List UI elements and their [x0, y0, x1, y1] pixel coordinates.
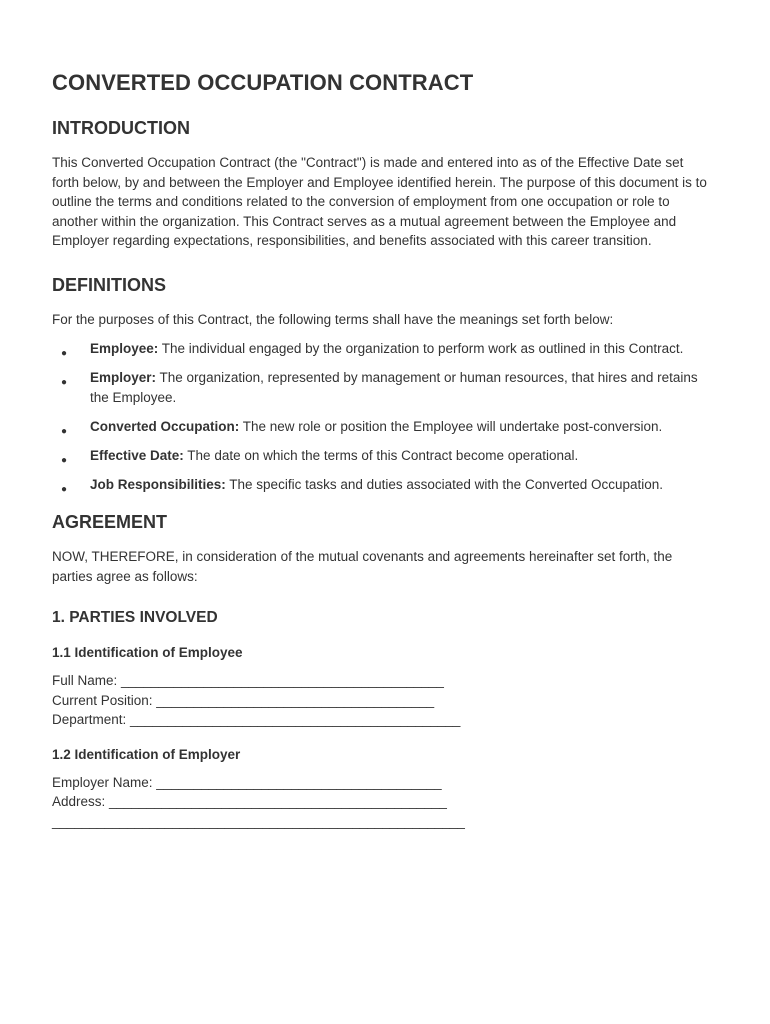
definition-text: The new role or position the Employee will undertake post-conversion. — [239, 418, 663, 434]
address-field[interactable]: Address: _____________________________________________ — [52, 794, 447, 809]
definition-text: The date on which the terms of this Contract become operational. — [183, 447, 579, 463]
definition-term: Job Responsibilities: — [90, 476, 226, 492]
bullet-icon: ● — [61, 483, 68, 495]
document-title: CONVERTED OCCUPATION CONTRACT — [52, 70, 474, 95]
document-page — [52, 70, 712, 848]
definition-text: The specific tasks and duties associated with the Converted Occupation. — [225, 476, 664, 492]
definition-term: Converted Occupation: — [90, 418, 240, 434]
definition-text: The organization, represented by management or human resources, that hires and retains the Employee. — [90, 370, 698, 405]
employee-fields — [52, 671, 712, 730]
department-field[interactable]: Department: ____________________________________________ — [52, 712, 461, 727]
definition-item — [52, 446, 712, 466]
bullet-icon: ● — [61, 348, 68, 359]
address-line2-field[interactable]: _______________________________________________________ — [52, 813, 465, 829]
definition-item — [52, 368, 712, 407]
introduction-heading: INTRODUCTION — [52, 118, 190, 138]
bullet-icon: ● — [61, 454, 68, 466]
employee-identification-heading: 1.1 Identification of Employee — [52, 645, 243, 660]
current-position-field[interactable]: Current Position: _____________________________________ — [52, 692, 435, 708]
definition-item — [52, 475, 712, 495]
definition-term: Employer: — [90, 370, 157, 385]
parties-heading: 1. PARTIES INVOLVED — [52, 609, 218, 626]
definitions-lead: For the purposes of this Contract, the following terms shall have the meanings set forth below: — [52, 311, 614, 327]
employer-identification-heading: 1.2 Identification of Employer — [52, 746, 241, 762]
agreement-lead: NOW, THEREFORE, in consideration of the mutual covenants and agreements hereinafter set forth, the parties agree as follows: — [52, 549, 673, 584]
bullet-icon: ● — [61, 425, 68, 437]
definitions-heading: DEFINITIONS — [52, 274, 167, 295]
definition-term: Employee: — [90, 341, 159, 356]
definition-item — [52, 339, 712, 359]
introduction-body: This Converted Occupation Contract (the "Contract") is made and entered into as of the Effective Date set forth below, by and between the Employer and Employee identified herein. The purpose of this document is to outline the terms and conditions related to the conversion of employment from one occupation or role to another within the organization. This Contract serves as a mutual agreement between the Employee and Employer regarding expectations, responsibilities, and benefits associated with this career transition. — [52, 155, 707, 248]
employer-name-field[interactable]: Employer Name: ______________________________________ — [52, 774, 442, 790]
definitions-list — [52, 339, 712, 494]
agreement-heading: AGREEMENT — [52, 512, 168, 532]
definition-text: The individual engaged by the organization to perform work as outlined in this Contract. — [158, 341, 684, 356]
full-name-field[interactable]: Full Name: ___________________________________________ — [52, 673, 444, 688]
definition-item — [52, 417, 712, 437]
bullet-icon: ● — [61, 377, 68, 388]
employer-fields — [52, 773, 712, 832]
definition-term: Effective Date: — [90, 447, 184, 463]
